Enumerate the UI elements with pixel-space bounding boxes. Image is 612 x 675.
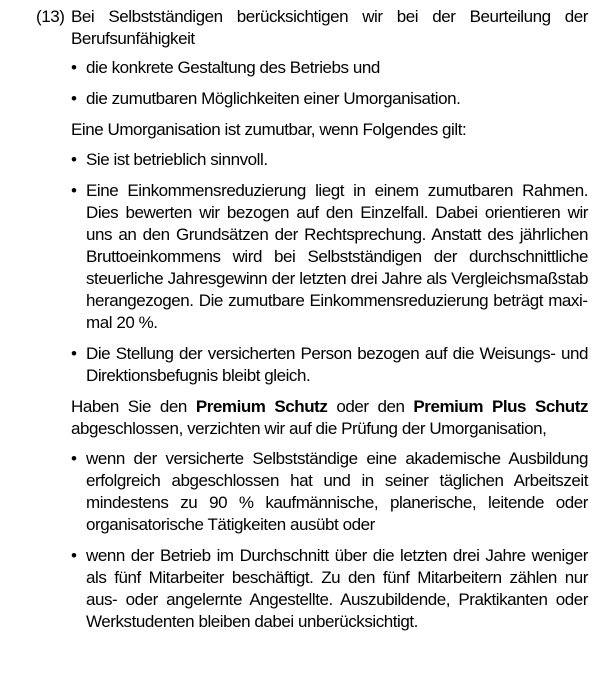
- product-name-premium-plus: Premium Plus Schutz: [413, 397, 588, 416]
- waiver-case-text: wenn der versicherte Selbstständige eine akademische Ausbildung erfolgreich abgeschlossen hat und in seiner täglichen Arbeitszeit mindestens zu 90 % kaufmännische, planerische, leitende oder organisatorische Tätigkeiten ausübt oder: [86, 449, 588, 534]
- waiver-text: abgeschlossen, verzichten wir auf die Prüfung der Umorganisation,: [71, 419, 547, 438]
- bullet-icon: •: [71, 546, 77, 565]
- factor-text: die konkrete Gestaltung des Betriebs und: [86, 58, 380, 77]
- condition-item: [71, 343, 588, 387]
- factor-text: die zumutbaren Möglichkeiten einer Umorganisation.: [86, 89, 461, 108]
- waiver-case-text: wenn der Betrieb im Durchschnitt über die letzten drei Jahre weniger als fünf Mitarbeiter beschäftigt. Zu den fünf Mitarbeitern zählen nur aus- oder angelernte Angestellte. Auszubildende, Praktikanten oder Werkstudenten bleiben dabei unberücksichtigt.: [86, 546, 588, 631]
- waiver-text: oder den: [327, 397, 414, 416]
- bullet-icon: •: [71, 150, 77, 169]
- waiver-paragraph: [71, 396, 588, 440]
- waiver-text: Haben Sie den: [71, 397, 196, 416]
- waiver-case-item: [71, 448, 588, 536]
- clause-number: (13): [36, 7, 65, 26]
- bullet-icon: •: [71, 181, 77, 200]
- product-name-premium: Premium Schutz: [195, 397, 328, 416]
- factor-item: [71, 57, 588, 79]
- bullet-icon: •: [71, 89, 77, 108]
- bullet-icon: •: [71, 449, 77, 468]
- waiver-case-item: [71, 545, 588, 633]
- factor-item: [71, 88, 588, 110]
- clause-body: [71, 6, 588, 633]
- clause-13: [36, 6, 588, 633]
- condition-item: [71, 149, 588, 171]
- clause-intro: Bei Selbstständigen berücksichtigen wir bei der Beurteilung der Berufsunfähigkeit: [71, 7, 588, 48]
- bullet-icon: •: [71, 58, 77, 77]
- condition-text: Sie ist betrieblich sinnvoll.: [86, 150, 268, 169]
- bullet-icon: •: [71, 344, 77, 363]
- waiver-case-list: [71, 448, 588, 633]
- factor-list: [71, 57, 588, 110]
- conditions-intro: Eine Umorganisation ist zumutbar, wenn Folgendes gilt:: [71, 120, 467, 139]
- condition-item: [71, 180, 588, 334]
- condition-text: Eine Einkommensreduzierung liegt in einem zumutbaren Rahmen. Dies bewerten wir bezogen auf den Einzelfall. Dabei orientieren wir uns an den Grundsätzen der Rechtsprechung. Anstatt des jährlichen Bruttoeinkommens wird bei Selbstständigen der durchschnittliche steuerliche Jahresgewinn der letzten drei Jahre als Vergleichsmaßstab herangezogen. Die zumutbare Einkommensreduzierung beträgt maximal 20 %.: [86, 181, 588, 332]
- condition-text: Die Stellung der versicherten Person bezogen auf die Weisungs- und Direktionsbefugnis bleibt gleich.: [86, 344, 588, 385]
- condition-list: [71, 149, 588, 387]
